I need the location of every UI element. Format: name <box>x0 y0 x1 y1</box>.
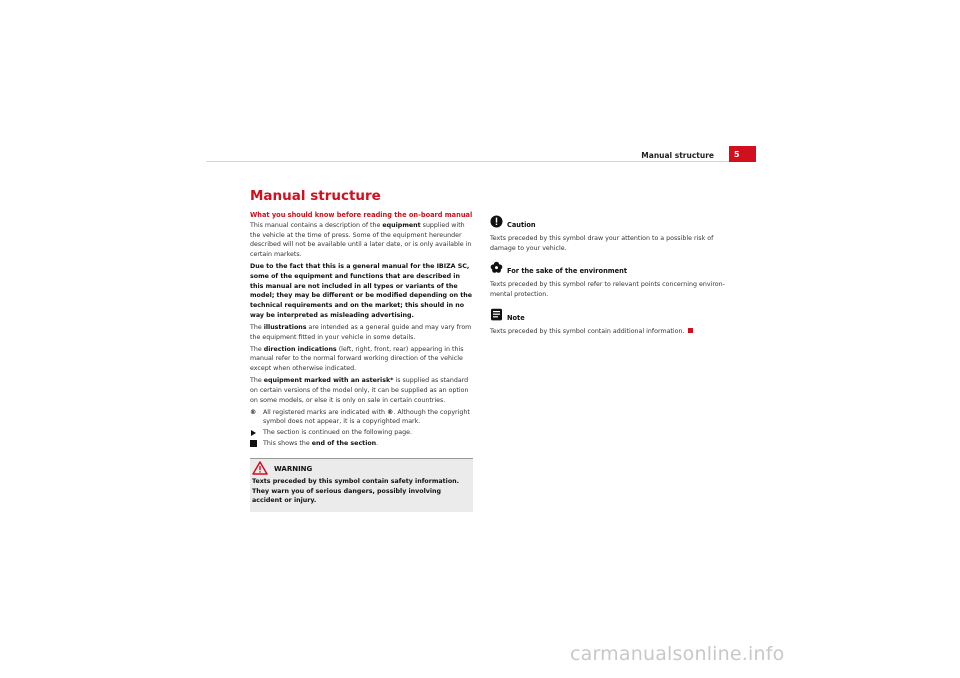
warning-triangle-icon <box>252 461 268 475</box>
note-icon <box>490 308 503 321</box>
environment-text: Texts preceded by this symbol refer to relevant points concerning environ-mental protection. <box>490 281 725 299</box>
direction-paragraph: The direction indications (left, right, front, rear) appearing in this manual refer to the normal forward working direction of the vehicle except when otherwise indicated. <box>250 345 464 373</box>
flower-icon <box>490 261 503 274</box>
header-rule <box>206 161 756 162</box>
header-title: Manual structure <box>641 151 714 160</box>
watermark: carmanualsonline.info <box>570 643 785 665</box>
caution-notice <box>490 215 725 253</box>
general-manual-paragraph: Due to the fact that this is a general manual for the IBIZA SC, some of the equipment and functions that are described in this manual are not included in all types or variants of the model; they may be different or be modified depending on the technical requirements and on the market; this should in no way be interpreted as misleading advertising. <box>250 263 473 319</box>
note-notice <box>490 308 725 337</box>
left-column <box>250 211 473 512</box>
end-of-section-item: This shows the end of the section. <box>250 439 473 449</box>
illustrations-paragraph: The illustrations are intended as a general guide and may vary from the equipment fitted in your vehicle in some details. <box>250 323 472 341</box>
caution-text: Texts preceded by this symbol draw your attention to a possible risk of damage to your vehicle. <box>490 235 714 252</box>
caution-title: Caution <box>507 221 536 229</box>
environment-notice <box>490 261 725 299</box>
continued-item: The section is continued on the following page. <box>250 428 473 438</box>
left-subheading: What you should know before reading the on-board manual <box>250 211 473 219</box>
warning-label: WARNING <box>274 465 313 474</box>
warning-box <box>250 458 473 512</box>
note-text: Texts preceded by this symbol contain additional information. <box>490 327 725 337</box>
note-title: Note <box>507 313 525 322</box>
section-title: Manual structure <box>250 188 381 204</box>
registered-mark-item: ® All registered marks are indicated with ®. Although the copyright symbol does not appear, it is a copyrighted mark. <box>250 408 470 426</box>
registered-symbol: ® <box>250 408 257 416</box>
end-square-icon <box>250 440 257 447</box>
page-number-box <box>729 146 756 162</box>
right-column <box>490 215 725 345</box>
page-number: 5 <box>734 150 740 159</box>
exclamation-circle-icon <box>490 215 503 228</box>
warning-text: Texts preceded by this symbol contain safety information. They warn you of serious dangers, possibly involving accident or injury. <box>252 478 460 505</box>
arrow-right-icon <box>251 430 256 436</box>
environment-title: For the sake of the environment <box>507 267 627 276</box>
asterisk-paragraph: The equipment marked with an asterisk* is supplied as standard on certain versions of the model only, it can be supplied as an option on some models, or else it is only on sale in certain countries. <box>250 377 469 404</box>
end-mark-icon <box>688 328 693 333</box>
equipment-paragraph: This manual contains a description of the equipment supplied with the vehicle at the time of press. Some of the equipment hereunder described will not be available until a later date, or is only available in certain markets. <box>250 222 472 259</box>
